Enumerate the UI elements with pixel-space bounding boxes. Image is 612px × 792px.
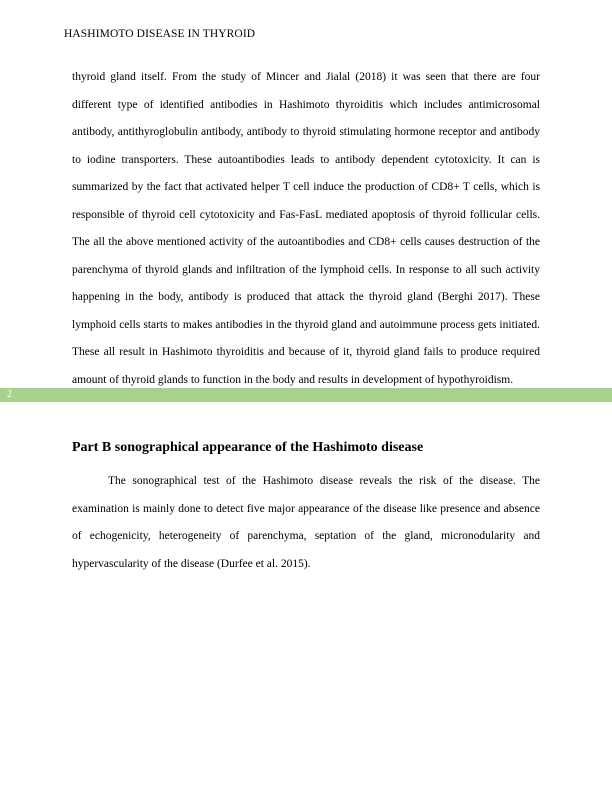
section-heading: Part B sonographical appearance of the Hashimoto disease	[72, 440, 424, 455]
page-number-band	[0, 388, 612, 402]
body-paragraph-1: thyroid gland itself. From the study of Mincer and Jialal (2018) it was seen that there are four different type of identified antibodies in Hashimoto thyroiditis which includes antimicrosomal antibody, antithyroglobulin antibody, antibody to thyroid stimulating hormone receptor and antibody to iodine transporters. These autoantibodies leads to antibody dependent cytotoxicity. It can is summarized by the fact that activated helper T cell induce the production of CD8+ T cells, which is responsible of thyroid cell cytotoxicity and Fas-FasL mediated apoptosis of thyroid follicular cells. The all the above mentioned activity of the autoantibodies and CD8+ cells causes destruction of the parenchyma of thyroid glands and infiltration of the lymphoid cells. In response to all such activity happening in the body, antibody is produced that attack the thyroid gland (Berghi 2017). These lymphoid cells starts to makes antibodies in the thyroid gland and autoimmune process gets initiated. These all result in Hashimoto thyroiditis and because of it, thyroid gland fails to produce required amount of thyroid glands to function in the body and results in development of hypothyroidism.	[72, 71, 540, 386]
body-paragraph-2: The sonographical test of the Hashimoto disease reveals the risk of the disease. The examination is mainly done to detect five major appearance of the disease like presence and absence of echogenicity, heterogeneity of parenchyma, septation of the gland, micronodularity and hypervascularity of the disease (Durfee et al. 2015).	[72, 475, 540, 570]
running-head: HASHIMOTO DISEASE IN THYROID	[64, 28, 256, 40]
page-number: 2	[7, 389, 12, 400]
